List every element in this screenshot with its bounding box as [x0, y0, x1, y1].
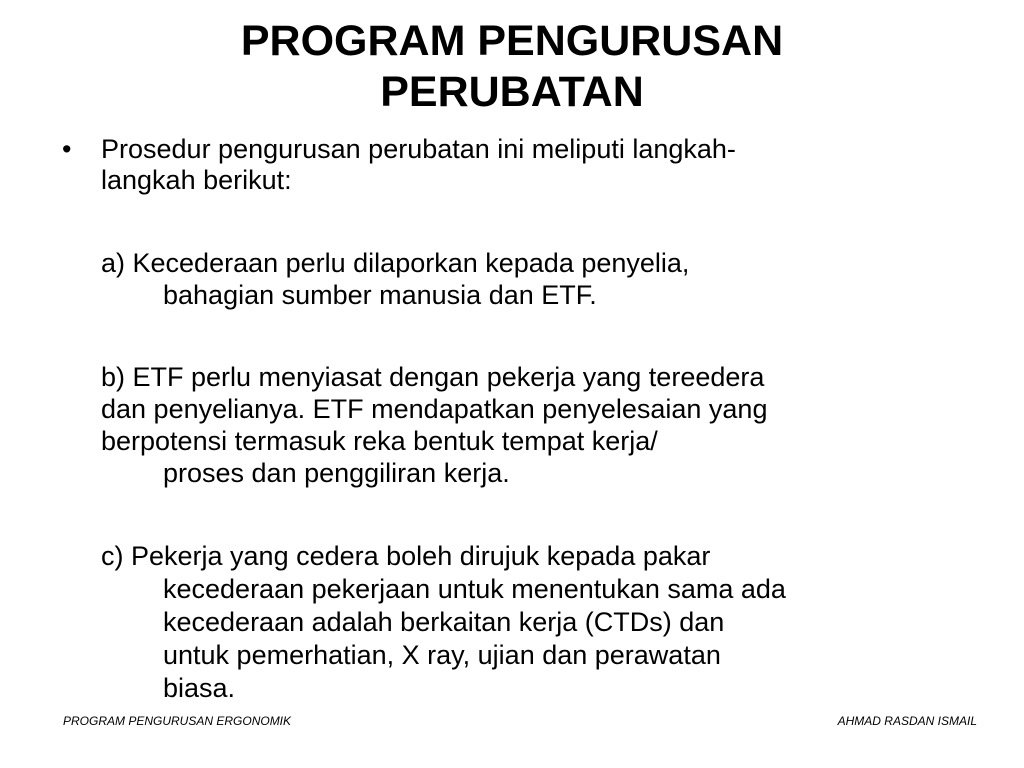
item-a-line-1: a) Kecederaan perlu dilaporkan kepada penyelia, — [101, 248, 690, 278]
slide-title-line-2: PERUBATAN — [380, 68, 644, 116]
footer-left-text: PROGRAM PENGURUSAN ERGONOMIK — [63, 714, 292, 728]
item-b-line-4: proses dan penggiliran kerja. — [163, 458, 510, 488]
footer-right-text: AHMAD RASDAN ISMAIL — [837, 714, 977, 728]
item-a-line-2: bahagian sumber manusia dan ETF. — [163, 280, 597, 310]
item-c-line-3: kecederaan adalah berkaitan kerja (CTDs) dan — [163, 607, 725, 637]
item-b-line-1: b) ETF perlu menyiasat dengan pekerja yang tereedera — [101, 362, 765, 392]
item-c-line-1: c) Pekerja yang cedera boleh dirujuk kepada pakar — [101, 541, 711, 571]
item-c-line-5: biasa. — [163, 673, 236, 703]
item-b-line-2: dan penyelianya. ETF mendapatkan penyelesaian yang — [101, 394, 768, 424]
slide-title — [100, 16, 924, 118]
item-c-line-2: kecederaan pekerjaan untuk menentukan sama ada — [163, 574, 786, 604]
intro-line-2: langkah berikut: — [101, 165, 292, 195]
slide-title-line-1: PROGRAM PENGURUSAN — [240, 17, 784, 65]
item-b-line-3: berpotensi termasuk reka bentuk tempat kerja/ — [101, 426, 658, 456]
bullet-icon: • — [62, 134, 72, 164]
item-c-line-4: untuk pemerhatian, X ray, ujian dan perawatan — [163, 640, 721, 670]
intro-line-1: Prosedur pengurusan perubatan ini meliputi langkah- — [101, 134, 736, 164]
